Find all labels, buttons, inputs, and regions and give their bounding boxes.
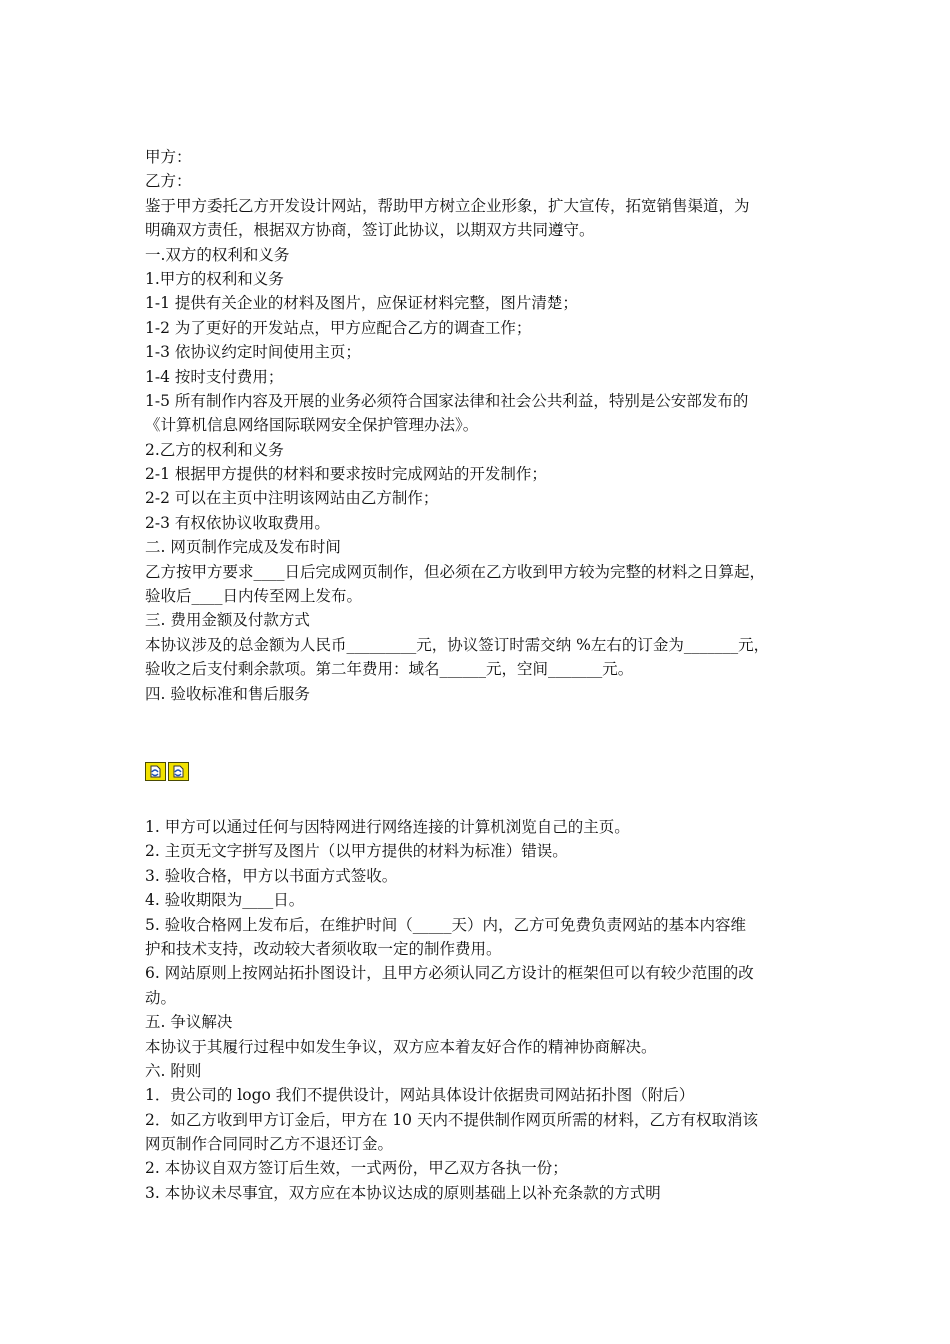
subsection-2-heading: 2.乙方的权利和义务	[145, 440, 284, 459]
dispute-clause: 本协议于其履行过程中如发生争议，双方应本着友好合作的精神协商解决。	[145, 1037, 657, 1056]
acceptance-item-6-continued: 动。	[145, 988, 177, 1007]
document-link-icon[interactable]	[168, 762, 189, 781]
acceptance-item-5: 5. 验收合格网上发布后，在维护时间（_____天）内，乙方可免费负责网站的基本内容维	[145, 915, 746, 934]
party-b-line: 乙方：	[145, 172, 192, 191]
fee-line-1: 本协议涉及的总金额为人民币_________元，协议签订时需交纳 %左右的订金为_______元，	[145, 635, 770, 654]
clause-2-2: 2-2 可以在主页中注明该网站由乙方制作；	[145, 489, 439, 508]
preamble-line-2: 明确双方责任，根据双方协商，签订此协议，以期双方共同遵守。	[145, 221, 595, 240]
acceptance-item-4: 4. 验收期限为____日。	[145, 891, 305, 910]
preamble-line-1: 鉴于甲方委托乙方开发设计网站，帮助甲方树立企业形象，扩大宣传，拓宽销售渠道，为	[145, 196, 750, 215]
acceptance-item-1: 1. 甲方可以通过任何与因特网进行网络连接的计算机浏览自己的主页。	[145, 818, 630, 836]
section-1-heading: 一.双方的权利和义务	[145, 245, 290, 264]
fee-line-2: 验收之后支付剩余款项。第二年费用：域名______元，空间_______元。	[145, 660, 634, 679]
schedule-line-2: 验收后____日内传至网上发布。	[145, 587, 363, 606]
supplementary-item-1: 1．贵公司的 logo 我们不提供设计，网站具体设计依据贵司网站拓扑图（附后）	[145, 1086, 695, 1105]
section-2-heading: 二. 网页制作完成及发布时间	[145, 538, 341, 557]
party-a-line: 甲方：	[145, 148, 192, 166]
clause-1-3: 1-3 依协议约定时间使用主页；	[145, 343, 361, 362]
clause-2-1: 2-1 根据甲方提供的材料和要求按时完成网站的开发制作；	[145, 465, 547, 484]
document-link-icon[interactable]	[145, 762, 166, 781]
contract-bottom-section	[145, 815, 815, 1205]
embedded-objects	[145, 762, 189, 782]
clause-1-2: 1-2 为了更好的开发站点，甲方应配合乙方的调查工作；	[145, 318, 532, 337]
clause-1-4: 1-4 按时支付费用；	[145, 367, 284, 386]
section-4-heading: 四. 验收标准和售后服务	[145, 684, 310, 703]
supplementary-item-2: 2．如乙方收到甲方订金后，甲方在 10 天内不提供制作网页所需的材料，乙方有权取消该	[145, 1110, 758, 1129]
contract-top-section	[145, 145, 815, 706]
subsection-1-heading: 1.甲方的权利和义务	[145, 269, 284, 288]
clause-1-1: 1-1 提供有关企业的材料及图片，应保证材料完整，图片清楚；	[145, 294, 578, 313]
acceptance-item-6: 6. 网站原则上按网站拓扑图设计，且甲方必须认同乙方设计的框架但可以有较少范围的改	[145, 964, 754, 983]
acceptance-item-3: 3. 验收合格，甲方以书面方式签收。	[145, 866, 398, 885]
acceptance-item-5-continued: 护和技术支持，改动较大者须收取一定的制作费用。	[145, 939, 502, 958]
schedule-line-1: 乙方按甲方要求____日后完成网页制作，但必须在乙方收到甲方较为完整的材料之日算起，	[145, 562, 766, 581]
clause-1-5: 1-5 所有制作内容及开展的业务必须符合国家法律和社会公共利益，特别是公安部发布的	[145, 391, 749, 410]
section-3-heading: 三. 费用金额及付款方式	[145, 611, 310, 630]
supplementary-item-2-continued: 网页制作合同同时乙方不退还订金。	[145, 1135, 394, 1154]
supplementary-item-3: 2. 本协议自双方签订后生效，一式两份，甲乙双方各执一份；	[145, 1159, 568, 1178]
clause-2-3: 2-3 有权依协议收取费用。	[145, 513, 330, 532]
acceptance-item-2: 2. 主页无文字拼写及图片（以甲方提供的材料为标准）错误。	[145, 842, 568, 861]
clause-1-5-continued: 《计算机信息网络国际联网安全保护管理办法》。	[145, 416, 479, 435]
supplementary-item-4: 3. 本协议未尽事宜，双方应在本协议达成的原则基础上以补充条款的方式明	[145, 1183, 661, 1202]
section-5-heading: 五. 争议解决	[145, 1013, 233, 1032]
section-6-heading: 六. 附则	[145, 1061, 202, 1080]
